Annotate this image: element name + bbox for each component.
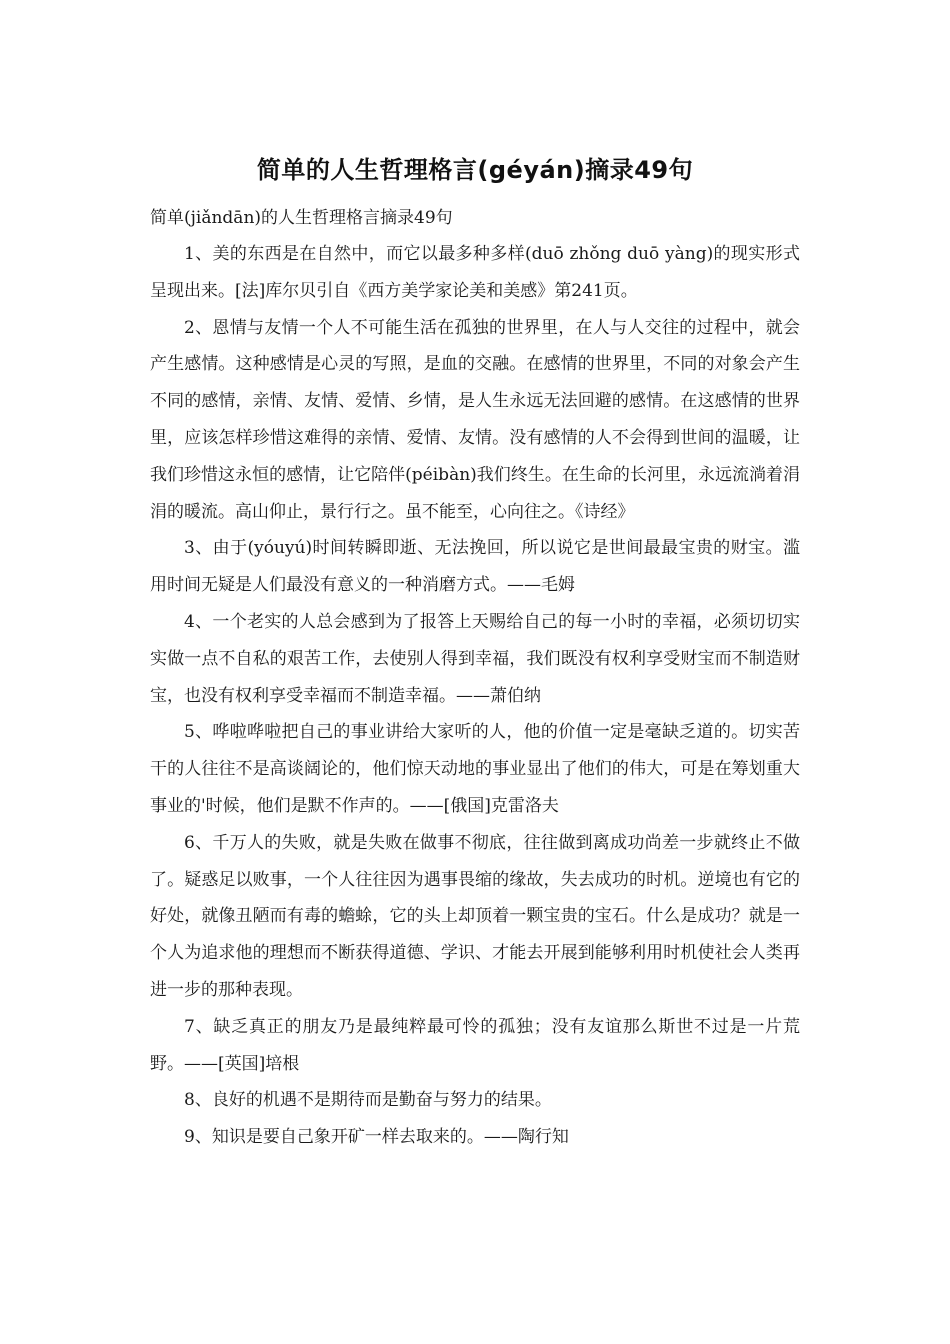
paragraph-9: 9、知识是要自己象开矿一样去取来的。——陶行知 xyxy=(184,1127,569,1148)
paragraph-5: 5、哗啦哗啦把自己的事业讲给大家听的人，他的价值一定是毫缺乏道的。切实苦干的人往往不是高谈阔论的，他们惊天动地的事业显出了他们的伟大，可是在筹划重大事业的'时候，他们是默不作声的。——[俄国]克雷洛夫 xyxy=(150,722,800,816)
paragraph-8: 8、良好的机遇不是期待而是勤奋与努力的结果。 xyxy=(184,1090,552,1111)
document-page xyxy=(150,150,800,1156)
paragraph-3: 3、由于(yóuyú)时间转瞬即逝、无法挽回，所以说它是世间最最宝贵的财宝。滥用时间无疑是人们最没有意义的一种消磨方式。——毛姆 xyxy=(150,538,800,596)
paragraph-4: 4、一个老实的人总会感到为了报答上天赐给自己的每一小时的幸福，必须切切实实做一点不自私的艰苦工作，去使别人得到幸福，我们既没有权利享受财宝而不制造财宝，也没有权利享受幸福而不制造幸福。——萧伯纳 xyxy=(150,611,800,706)
paragraph-1: 1、美的东西是在自然中，而它以最多种多样(duō zhǒng duō yàng)的现实形式呈现出来。[法]库尔贝引自《西方美学家论美和美感》第241页。 xyxy=(150,244,800,301)
paragraph-7: 7、缺乏真正的朋友乃是最纯粹最可怜的孤独；没有友谊那么斯世不过是一片荒野。——[英国]培根 xyxy=(150,1016,800,1074)
document-title: 简单的人生哲理格言(géyán)摘录49句 xyxy=(256,156,694,184)
document-subtitle: 简单(jiǎndān)的人生哲理格言摘录49句 xyxy=(150,208,453,228)
paragraph-6: 6、千万人的失败，就是失败在做事不彻底，往往做到离成功尚差一步就终止不做了。疑惑足以败事，一个人往往因为遇事畏缩的缘故，失去成功的时机。逆境也有它的好处，就像丑陋而有毒的蟾蜍，它的头上却顶着一颗宝贵的宝石。什么是成功？就是一个人为追求他的理想而不断获得道德、学识、才能去开展到能够利用时机使社会人类再进一步的那种表现。 xyxy=(150,832,800,1000)
paragraph-2: 2、恩情与友情一个人不可能生活在孤独的世界里，在人与人交往的过程中，就会产生感情。这种感情是心灵的写照，是血的交融。在感情的世界里，不同的对象会产生不同的感情，亲情、友情、爱情、乡情，是人生永远无法回避的感情。在这感情的世界里，应该怎样珍惜这难得的亲情、爱情、友情。没有感情的人不会得到世间的温暖，让我们珍惜这永恒的感情，让它陪伴(péibàn)我们终生。在生命的长河里，永远流淌着涓涓的暖流。高山仰止，景行行之。虽不能至，心向往之。《诗经》 xyxy=(150,317,800,522)
